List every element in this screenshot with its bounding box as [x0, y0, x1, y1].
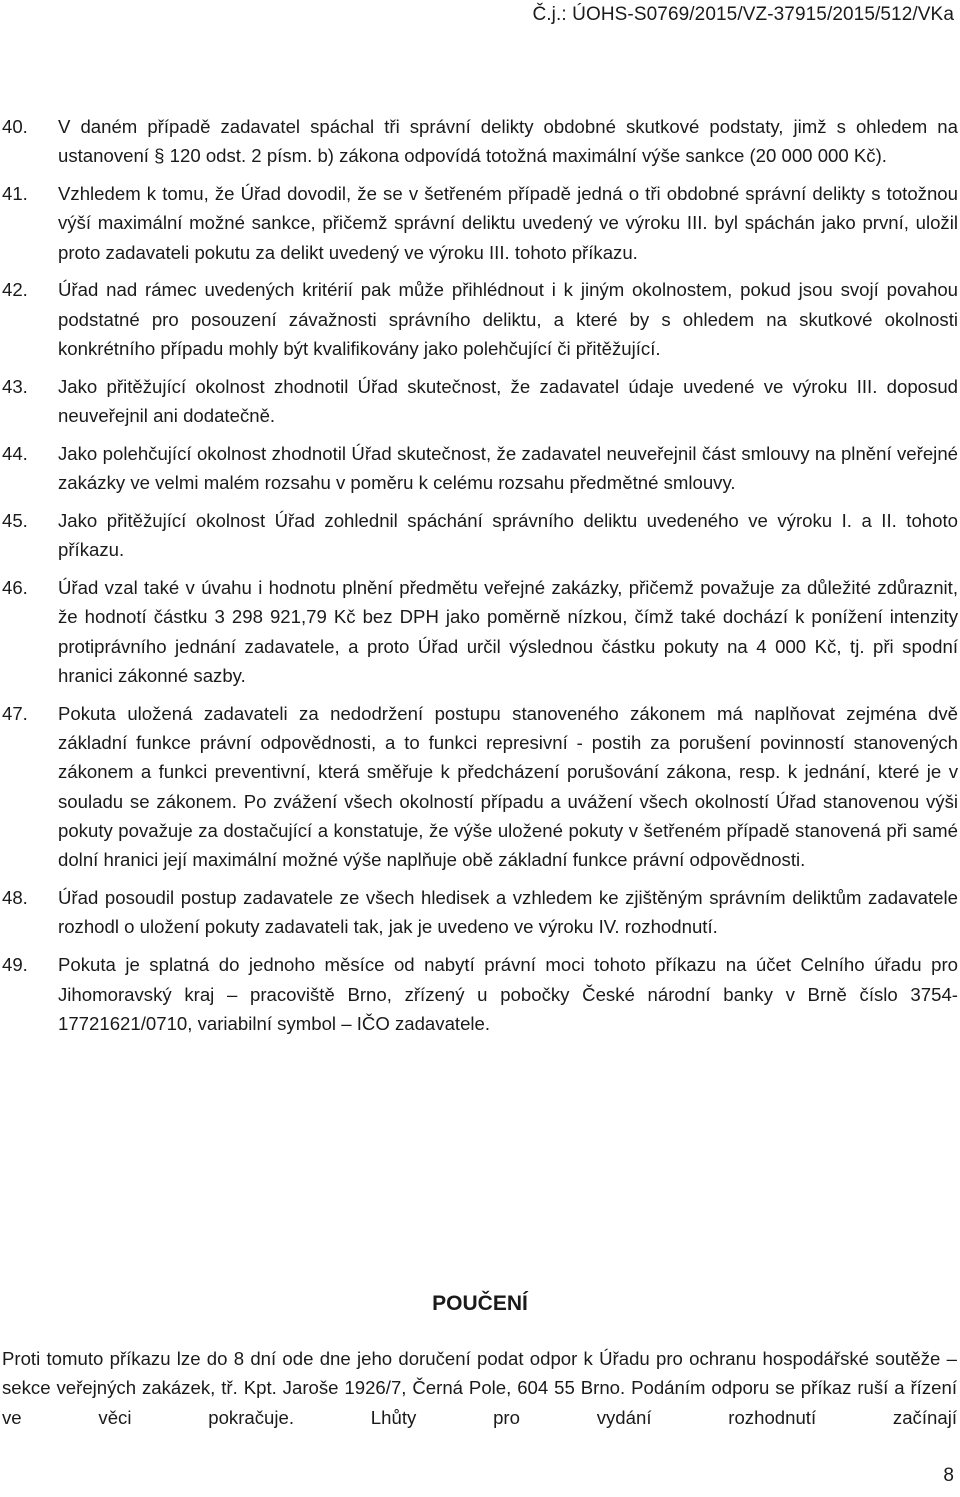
paragraph-number: 40. — [2, 116, 28, 137]
paragraph-47 — [0, 699, 958, 875]
paragraph-text: Úřad nad rámec uvedených kritérií pak může přihlédnout i k jiným okolnostem, pokud jsou svojí povahou podstatné pro posouzení závažnosti správního deliktu, a které by s ohledem na skutkové okolnosti konkrétního případu mohly být kvalifikovány jako polehčující či přitěžující. — [58, 279, 958, 360]
paragraph-text: Úřad posoudil postup zadavatele ze všech hledisek a vzhledem ke zjištěným správním deliktům zadavatele rozhodl o uložení pokuty zadavateli tak, jak je uvedeno ve výroku IV. rozhodnutí. — [58, 887, 958, 938]
paragraph-text: Úřad vzal také v úvahu i hodnotu plnění předmětu veřejné zakázky, přičemž považuje za důležité zdůraznit, že hodnotí částku 3 298 921,79 Kč bez DPH jako poměrně nízkou, čímž také dochází k ponížení intenzity protiprávního jednání zadavatele, a proto Úřad určil výslednou částku pokuty na 4 000 Kč, tj. při spodní hranici zákonné sazby. — [58, 577, 958, 687]
paragraph-44 — [0, 439, 958, 498]
paragraph-number: 45. — [2, 510, 28, 532]
paragraph-40 — [0, 112, 958, 171]
paragraph-text: Pokuta je splatná do jednoho měsíce od nabytí právní moci tohoto příkazu na účet Celního úřadu pro Jihomoravský kraj – pracoviště Brno, zřízený u pobočky České národní banky v Brně číslo 3754-17721621/0710, variabilní symbol – IČO zadavatele. — [58, 954, 958, 1034]
instruction-text: Proti tomuto příkazu lze do 8 dní ode dne jeho doručení podat odpor k Úřadu pro ochranu hospodářské soutěže – sekce veřejných zakázek, tř. Kpt. Jaroše 1926/7, Černá Pole, 604 55 Brno. Podáním odporu se příkaz ruší a řízení ve věci pokračuje. Lhůty pro vydání rozhodnutí začínají — [2, 1348, 957, 1428]
case-reference: Č.j.: ÚOHS-S0769/2015/VZ-37915/2015/512/VKa — [532, 4, 954, 25]
paragraph-number: 46. — [2, 577, 28, 599]
paragraph-number: 41. — [2, 183, 28, 205]
paragraph-45 — [0, 506, 958, 565]
page-number: 8 — [943, 1465, 954, 1486]
paragraph-41 — [0, 179, 958, 267]
paragraph-text: Vzhledem k tomu, že Úřad dovodil, že se v šetřeném případě jedná o tři obdobné správní delikty s totožnou výší maximální možné sankce, přičemž správní deliktu uvedený ve výroku III. byl spáchán jako první, uložil proto zadavateli pokutu za delikt uvedený ve výroku III. tohoto příkazu. — [58, 183, 958, 263]
paragraph-list — [0, 112, 958, 1047]
paragraph-number: 42. — [2, 279, 28, 301]
paragraph-text: Jako polehčující okolnost zhodnotil Úřad skutečnost, že zadavatel neuveřejnil část smlouvy na plnění veřejné zakázky ve velmi malém rozsahu v poměru k celému rozsahu předmětné smlouvy. — [58, 442, 958, 494]
paragraph-number: 47. — [2, 702, 28, 724]
paragraph-42 — [0, 275, 958, 363]
paragraph-number: 44. — [2, 442, 28, 464]
paragraph-text: Pokuta uložená zadavateli za nedodržení postupu stanoveného zákonem má naplňovat zejména dvě základní funkce právní odpovědnosti, a to funkci represivní - postih za porušení povinností stanovených zákonem a funkci preventivní, která směřuje k předcházení porušování zákona, resp. k jednání, které je v souladu se zákonem. Po zvážení všech okolností případu a uvážení všech okolností Úřad stanovenou výši pokuty považuje za dostačující a konstatuje, že výše uložené pokuty v šetřeném případě stanovená při samé dolní hranici její maximální možné výše naplňuje obě základní funkce právní odpovědnosti. — [58, 702, 958, 871]
paragraph-number: 49. — [2, 954, 28, 976]
paragraph-text: Jako přitěžující okolnost Úřad zohlednil spáchání správního deliktu uvedeného ve výroku I. a II. tohoto příkazu. — [58, 510, 958, 561]
instruction-heading: POUČENÍ — [432, 1292, 528, 1315]
paragraph-text: V daném případě zadavatel spáchal tři správní delikty obdobné skutkové podstaty, jimž s ohledem na ustanovení § 120 odst. 2 písm. b) zákona odpovídá totožná maximální výše sankce (20 000 000 Kč). — [58, 116, 958, 167]
paragraph-48 — [0, 883, 958, 942]
paragraph-number: 48. — [2, 887, 28, 909]
paragraph-number: 43. — [2, 375, 28, 397]
paragraph-43 — [0, 372, 958, 431]
paragraph-46 — [0, 573, 958, 690]
paragraph-text: Jako přitěžující okolnost zhodnotil Úřad skutečnost, že zadavatel údaje uvedené ve výroku III. doposud neuveřejnil ani dodatečně. — [58, 375, 958, 427]
paragraph-49 — [0, 950, 958, 1038]
